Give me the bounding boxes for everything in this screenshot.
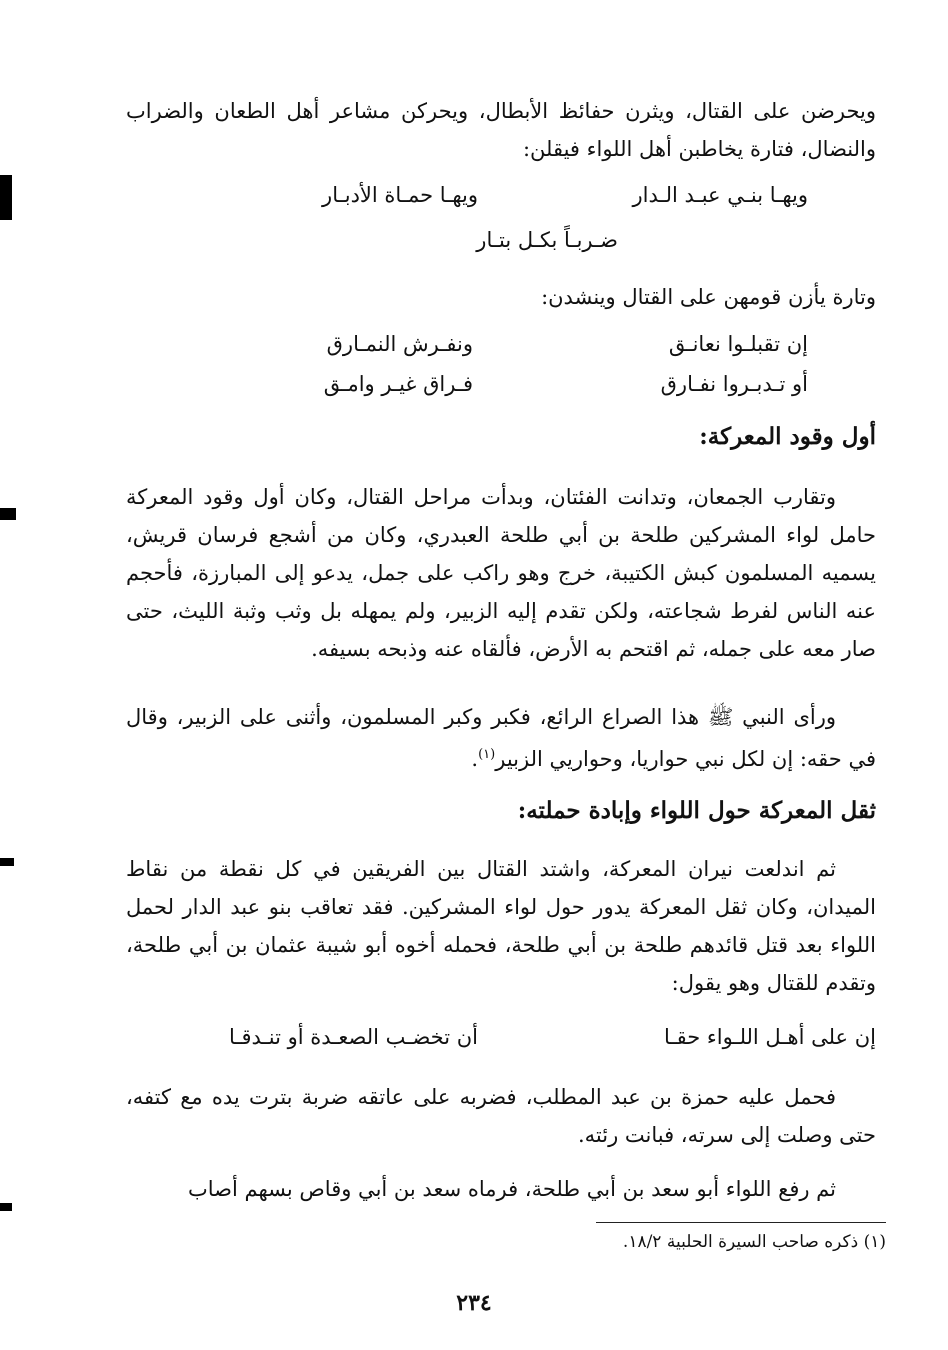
verse-line: فـراق غيـر وامـق bbox=[323, 372, 473, 396]
verse-line: أن تخضـب الصعـدة أو تنـدقـا bbox=[228, 1025, 478, 1049]
page-number: ٢٣٤ bbox=[456, 1290, 492, 1316]
body-paragraph: وتقارب الجمعان، وتدانت الفئتان، وبدأت مراحل القتال، وكان أول وقود المعركة حامل لواء المشركين طلحة بن أبي طلحة العبدري، وكان من أشجع فرسان قريش، يسميه المسلمون كبش الكتيبة، خرج وهو راكب على جمل، يدعو إلى المبارزة، فأحجم عنه الناس لفرط شجاعته، ولكن تقدم إليه الزبير، ولم يمهله بل وثب وثبة الليث، حتى صار معه على جمله، ثم اقتحم به الأرض، فألقاه عنه وذبحه بسيفه. bbox=[126, 485, 876, 661]
verse-line: ويهـا بنـي عبـد الـدار bbox=[632, 183, 808, 207]
scan-edge-mark bbox=[0, 175, 12, 220]
body-paragraph: ثم اندلعت نيران المعركة، واشتد القتال بين الفريقين في كل نقطة من نقاط الميدان، وكان ثقل المعركة يدور حول لواء المشركين. فقد تعاقب بنو عبد الدار لحمل اللواء بعد قتل قائدهم طلحة بن أبي طلحة، فحمله أخوه أبو شيبة عثمان بن أبي طلحة، وتقدم للقتال وهو يقول: bbox=[126, 857, 876, 995]
verse-line: ضـربـاً بكـل بتـار bbox=[476, 228, 618, 252]
body-paragraph: ثم رفع اللواء أبو سعد بن أبي طلحة، فرماه سعد بن أبي وقاص بسهم أصاب bbox=[188, 1177, 836, 1201]
paragraph-end: . bbox=[471, 747, 479, 771]
verse-line: ويهـا حمـاة الأدبـار bbox=[322, 183, 478, 207]
verse-line: ونفـرش النمـارق bbox=[326, 332, 473, 356]
body-paragraph bbox=[126, 698, 876, 778]
scan-edge-mark bbox=[0, 1203, 12, 1211]
footnote-ref: (١) bbox=[478, 747, 496, 762]
footnote-divider bbox=[596, 1222, 886, 1223]
intro-paragraph: ويحرضن على القتال، ويثرن حفائظ الأبطال، ويحركن مشاعر أهل الطعان والضراب والنضال، فتارة يخاطبن أهل اللواء فيقلن: bbox=[126, 99, 876, 161]
verse-line: إن تقبلـوا نعانـق bbox=[668, 332, 808, 356]
verse-line: إن على أهـل اللـواء حقـا bbox=[664, 1025, 876, 1049]
section-heading: ثقل المعركة حول اللواء وإبادة حملته: bbox=[517, 797, 876, 824]
paragraph-text: ورأى النبي ﷺ هذا الصراع الرائع، فكبر وكبر المسلمون، وأثنى على الزبير، وقال في حقه: إن لكل نبي حواريا، وحواريي الزبير bbox=[126, 705, 876, 771]
section-heading: أول وقود المعركة: bbox=[699, 423, 876, 450]
scan-edge-mark bbox=[0, 508, 16, 520]
scan-edge-mark bbox=[0, 858, 14, 866]
body-paragraph: فحمل عليه حمزة بن عبد المطلب، فضربه على عاتقه ضربة بترت يده مع كتفه، حتى وصلت إلى سرته، فبانت رئته. bbox=[126, 1085, 876, 1147]
footnote: (١) ذكره صاحب السيرة الحلبية ١٨/٢. bbox=[622, 1232, 886, 1252]
verse-line: أو تـدبـروا نفـارق bbox=[660, 372, 808, 396]
intro2-paragraph: وتارة يأزن قومهن على القتال وينشدن: bbox=[541, 285, 876, 309]
